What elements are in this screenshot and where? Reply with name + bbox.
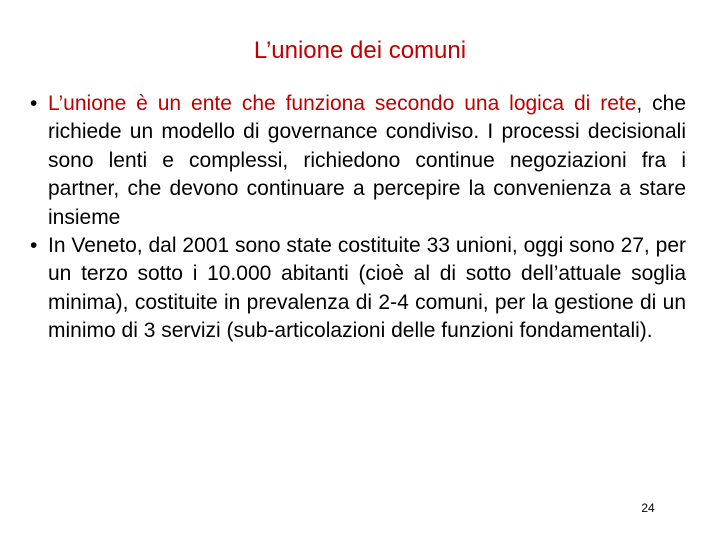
bullet-item-unione xyxy=(30,90,686,232)
bullet-mark: • xyxy=(30,92,38,115)
bullet-body-text: , che richiede un modello di governance condiviso. I processi decisionali sono lenti e complessi, richiedono continue negoziazioni fra i partner, che devono continuare a percepire la convenienza a stare insieme xyxy=(48,92,686,229)
bullet-highlight-text: L’unione è un ente che funziona secondo una logica di rete xyxy=(48,92,637,115)
bullet-list xyxy=(30,90,686,346)
bullet-item-veneto xyxy=(30,232,686,346)
page-number: 24 xyxy=(641,501,655,515)
bullet-mark: • xyxy=(30,234,38,258)
bullet-body-text: In Veneto, dal 2001 sono state costituite 33 unioni, oggi sono 27, per un terzo sotto i 10.000 abitanti (cioè al di sotto dell’attuale soglia minima), costituite in prevalenza di 2-4 comuni, per la gestione di un minimo di 3 servizi (sub-articolazioni delle funzioni fondamentali). xyxy=(48,234,686,343)
slide-title: L’unione dei comuni xyxy=(253,37,467,64)
